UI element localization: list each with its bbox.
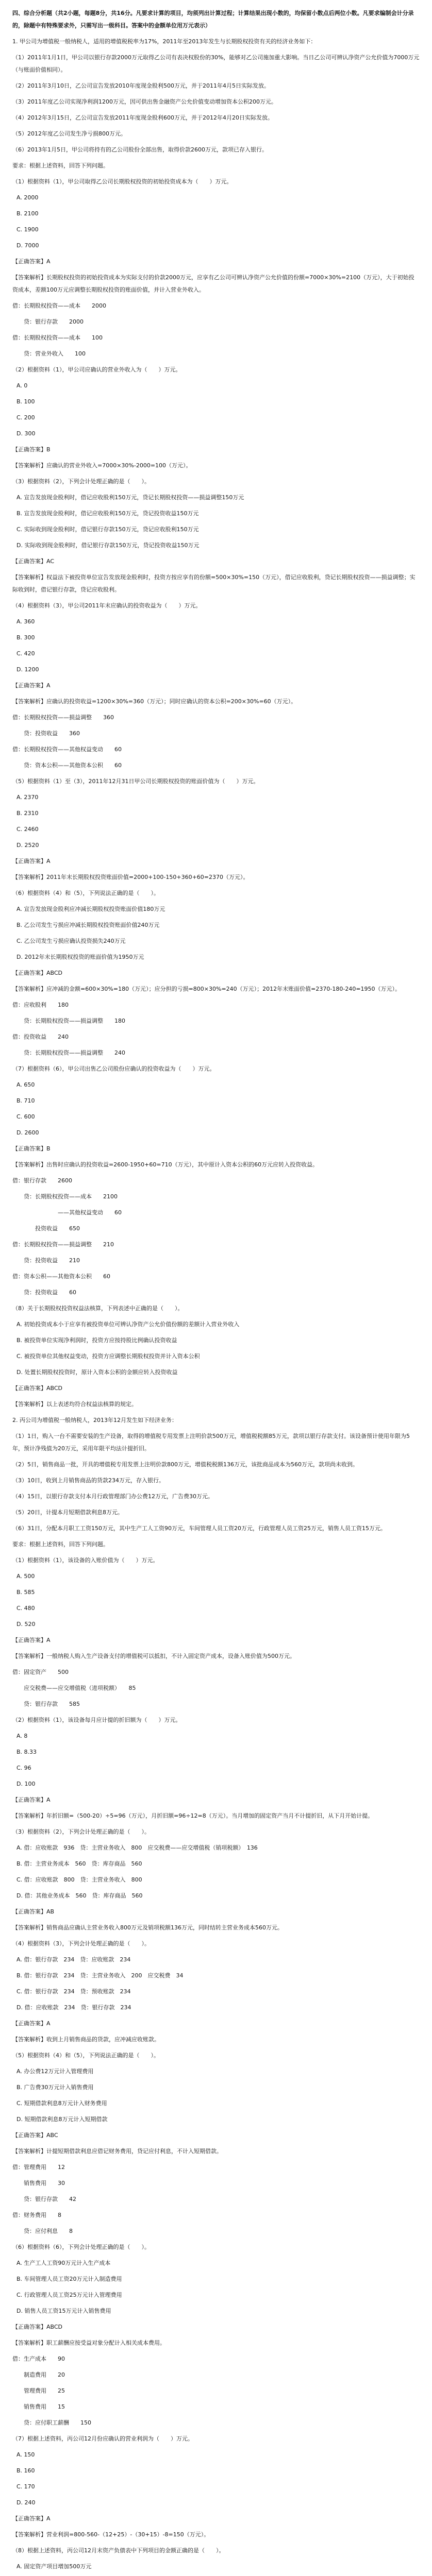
- answer-option: D. 2520: [16, 842, 39, 849]
- paragraph: （1）根据资料（1），甲公司取得乙公司长期股权投资的初始投资成本为（ ）万元。: [12, 178, 232, 185]
- answer-option: D. 7000: [16, 242, 39, 249]
- paragraph: 贷：银行存款 585: [12, 1701, 80, 1707]
- paragraph: （1）1日，购入一台不需要安装的生产设备，取得的增值税专用发票上注明价款500万元，增值税税额85万元，款项以银行存款支付。该设备预计使用年限为5年，预计净残值为20万元，采用年限平均法计提折旧。: [12, 1433, 410, 1452]
- paragraph: 贷：长期股权投资——成本 2100: [12, 1193, 118, 1200]
- paragraph: 借：生产成本 90: [12, 2355, 65, 2362]
- paragraph: （6）根据资料（6），下列会计处理正确的是（ ）。: [12, 2244, 150, 2250]
- answer-option: A. 宣告发放现金股利应冲减长期股权投资账面价值180万元: [16, 906, 165, 912]
- paragraph: 贷：资本公积——其他资本公积 60: [12, 762, 122, 769]
- answer-option: C. 行政管理人员工资25万元计入管理费用: [16, 2292, 122, 2298]
- paragraph: 贷：银行存款 42: [12, 2196, 76, 2202]
- paragraph: （2）2011年3月10日，乙公司宣告发放2010年度现金股利500万元，并于2011年4月5日实际发放。: [12, 82, 270, 89]
- paragraph: 【答案解析】应冲减的金额=600×30%=180（万元）；应分担的亏损=800×30%=240（万元）；2012年末账面价值=2370-180-240=1950（万元）。: [12, 986, 401, 992]
- answer-option: C. 170: [16, 2483, 35, 2490]
- answer-key: 【正确答案】A: [12, 1637, 51, 1643]
- answer-option: C. 乙公司发生亏损应确认投资损失240万元: [16, 938, 126, 944]
- paragraph: （1）2011年1月1日，甲公司以银行存款2000万元取得乙公司有表决权股份的30%，能够对乙公司施加重大影响。当日乙公司可辨认净资产公允价值为7000万元（与账面价值相同）。: [12, 54, 420, 73]
- paragraph: 贷：投资收益 60: [12, 1289, 76, 1296]
- paragraph: （4）根据资料（3），甲公司2011年末应确认的投资收益为（ ）万元。: [12, 602, 202, 609]
- paragraph: 应交税费——应交增值税（进项税额） 85: [12, 1685, 136, 1691]
- answer-option: D. 借：应收账款 234 贷：银行存款 234: [16, 2004, 131, 2011]
- paragraph: （6）2013年1月5日，甲公司将持有的乙公司股份全部出售，取得价款2600万元，款项已存入银行。: [12, 146, 268, 153]
- paragraph: （3）10日，收到上月销售商品的货款234万元，存入银行。: [12, 1477, 164, 1484]
- paragraph: （4）15日，以银行存款支付本月行政管理部门办公费12万元，广告费30万元。: [12, 1493, 213, 1500]
- paragraph: 借：投资收益 240: [12, 1033, 69, 1040]
- answer-key: 【正确答案】A: [12, 2515, 51, 2522]
- paragraph: ——其他权益变动 60: [12, 1209, 122, 1216]
- answer-option: C. 被投资单位其他权益变动，投资方应调整长期股权投资并计入资本公积: [16, 1353, 200, 1360]
- answer-option: B. 100: [16, 398, 35, 405]
- answer-option: C. 1900: [16, 226, 39, 233]
- paragraph: 贷：应付职工薪酬 150: [12, 2419, 91, 2426]
- paragraph: 借：资本公积——其他资本公积 60: [12, 1273, 110, 1280]
- answer-option: D. 实际收到现金股利时，借记银行存款150万元，贷记投资收益150万元: [16, 542, 200, 549]
- answer-option: C. 96: [16, 1765, 31, 1771]
- answer-option: D. 1200: [16, 666, 39, 673]
- paragraph: 【答案解析】职工薪酬应按受益对象分配计入相关成本费用。: [12, 2340, 165, 2346]
- paragraph: 借：财务费用 8: [12, 2212, 61, 2218]
- paragraph: （3）根据资料（2），下列会计处理正确的是（ ）。: [12, 1828, 150, 1835]
- answer-option: A. 初始投资成本小于应享有被投资单位可辨认净资产公允价值份额的差额计入营业外收入: [16, 1321, 240, 1328]
- answer-key: 【正确答案】ABCD: [12, 970, 63, 976]
- answer-option: A. 2000: [16, 194, 39, 201]
- paragraph: 要求：根据上述资料，回答下列问题。: [12, 1541, 109, 1548]
- paragraph: 【答案解析】长期股权投资的初始投资成本为实际支付的价款2000万元，应享有乙公司可辨认净资产公允价值的份额=7000×30%=2100（万元），大于初始投资成本，差额100万元应调整长期股权投资的账面价值，并计入营业外收入。: [12, 274, 414, 293]
- paragraph: 借：应收股利 180: [12, 1002, 69, 1008]
- paragraph: （5）根据资料（1）至（3），2011年12月31日甲公司长期股权投资的账面价值为（ ）万元。: [12, 778, 259, 785]
- paragraph: 销售费用 15: [12, 2403, 65, 2410]
- answer-option: B. 被投资单位实现净利润时，投资方应按持股比例确认投资收益: [16, 1337, 177, 1344]
- answer-option: C. 借：应收账款 800 贷：主营业务收入 800: [16, 1876, 142, 1883]
- answer-option: C. 420: [16, 650, 35, 657]
- answer-option: A. 8: [16, 1733, 28, 1739]
- paragraph: 贷：投资收益 210: [12, 1257, 80, 1264]
- paragraph: 【答案解析】应确认的营业外收入=7000×30%-2000=100（万元）。: [12, 462, 192, 469]
- answer-option: B. 710: [16, 1097, 35, 1104]
- paragraph: 【答案解析】出售时应确认的投资收益=2600-1950+60=710（万元），其中原计入资本公积的60万元应转入投资收益。: [12, 1161, 319, 1168]
- paragraph: 贷：营业外收入 100: [12, 350, 86, 357]
- answer-option: A. 2370: [16, 794, 39, 801]
- paragraph: 【答案解析】年折旧额=（500-20）÷5=96（万元），月折旧额=96÷12=8（万元）。当月增加的固定资产当月不计提折旧，从下月开始计提。: [12, 1812, 374, 1819]
- answer-option: C. 借：银行存款 234 贷：预收账款 234: [16, 1988, 131, 1995]
- answer-option: D. 处置长期股权投资时，原计入资本公积的金额应转入投资收益: [16, 1369, 178, 1376]
- answer-key: 【正确答案】B: [12, 1145, 51, 1152]
- answer-option: A. 500: [16, 1573, 35, 1580]
- paragraph: 投资收益 650: [12, 1225, 80, 1232]
- paragraph: （3）2011年度乙公司实现净利润1200万元，因可供出售金融资产公允价值变动增加资本公积200万元。: [12, 98, 277, 105]
- answer-option: B. 借：主营业务成本 560 贷：库存商品 560: [16, 1860, 142, 1867]
- paragraph: 制造费用 20: [12, 2371, 65, 2378]
- paragraph: （8）根据上述资料，丙公司12月末资产负债表中下列项目的金额正确的是（ ）。: [12, 2547, 225, 2554]
- answer-option: B. 160: [16, 2467, 35, 2474]
- answer-option: B. 300: [16, 634, 35, 641]
- answer-key: 【正确答案】ABC: [12, 2132, 58, 2139]
- paragraph: 【答案解析】权益法下被投资单位宣告发放现金股利时，投资方按应享有的份额=500×30%=150（万元），借记应收股利，贷记长期股权投资——损益调整；实际收到时，借记银行存款，贷记应收股利。: [12, 574, 416, 593]
- paragraph: 管理费用 25: [12, 2387, 65, 2394]
- paragraph: 【答案解析】计提短期借款利息应借记财务费用，贷记应付利息，不计入短期借款。: [12, 2148, 222, 2155]
- paragraph: 【答案解析】销售商品应确认主营业务收入800万元及销项税额136万元，同时结转主营业务成本560万元。: [12, 1924, 283, 1931]
- paragraph: 借：长期股权投资——成本 100: [12, 334, 103, 341]
- answer-option: A. 150: [16, 2451, 35, 2458]
- answer-key: 【正确答案】ABCD: [12, 1385, 63, 1392]
- paragraph: （6）根据资料（4）和（5），下列说法正确的是（ ）。: [12, 890, 159, 896]
- answer-option: C. 短期借款利息8万元计入财务费用: [16, 2100, 107, 2107]
- paragraph: 贷：银行存款 2000: [12, 318, 84, 325]
- paragraph: 贷：长期股权投资——损益调整 240: [12, 1049, 125, 1056]
- paragraph: 【答案解析】以上表述均符合权益法核算的规定。: [12, 1401, 137, 1408]
- paragraph: 【答案解析】收到上月销售商品的货款，应冲减应收账款。: [12, 2036, 160, 2043]
- answer-option: B. 广告费30万元计入销售费用: [16, 2084, 94, 2091]
- answer-option: D. 240: [16, 2499, 36, 2506]
- paragraph: 1. 甲公司为增值税一般纳税人，适用的增值税税率为17%，2011年至2013年发生与长期股权投资有关的经济业务如下：: [12, 38, 317, 45]
- paragraph: （5）2012年度乙公司发生净亏损800万元。: [12, 130, 126, 137]
- answer-key: 【正确答案】B: [12, 446, 51, 453]
- paragraph: 借：银行存款 2600: [12, 1177, 72, 1184]
- answer-option: D. 2012年末长期股权投资的账面价值为1950万元: [16, 954, 144, 960]
- section-heading: 四、综合分析题（共2小题，每题8分，共16分。凡要求计算的项目，均须列出计算过程；计算结果出现小数的，均保留小数点后两位小数。凡要求编制会计分录的，除题中有特殊要求外，只需写出一级科目。答案中的金额单位用万元表示）: [12, 10, 414, 29]
- answer-option: D. 短期借款利息8万元计入短期借款: [16, 2116, 108, 2123]
- paragraph: （2）根据资料（1），该设备每月应计提的折旧额为（ ）万元。: [12, 1717, 181, 1723]
- answer-option: C. 600: [16, 1113, 35, 1120]
- answer-option: B. 2310: [16, 810, 39, 817]
- paragraph: （8）关于长期股权投资权益法核算，下列表述中正确的是（ ）。: [12, 1305, 184, 1312]
- answer-option: A. 360: [16, 618, 35, 625]
- paragraph: 贷：投资收益 360: [12, 730, 80, 737]
- paragraph: （5）根据资料（4）和（5），下列说法正确的是（ ）。: [12, 2052, 159, 2059]
- answer-option: D. 300: [16, 430, 36, 437]
- paragraph: （6）31日，分配本月职工工资150万元，其中生产工人工资90万元，车间管理人员工资20万元，行政管理人员工资25万元，销售人员工资15万元。: [12, 1525, 386, 1532]
- paragraph: 【答案解析】营业利润=800-560-（12+25）-（30+15）-8=150（万元）。: [12, 2531, 210, 2538]
- answer-key: 【正确答案】A: [12, 1797, 51, 1803]
- paragraph: 借：管理费用 12: [12, 2164, 65, 2171]
- answer-option: B. 借：银行存款 234 贷：主营业务收入 200 应交税费 34: [16, 1972, 184, 1979]
- answer-option: B. 2100: [16, 210, 39, 217]
- answer-option: A. 0: [16, 382, 28, 389]
- answer-option: D. 100: [16, 1781, 36, 1787]
- answer-option: C. 200: [16, 414, 35, 421]
- paragraph: （7）根据资料（6），甲公司出售乙公司股份应确认的投资收益为（ ）万元。: [12, 1065, 215, 1072]
- answer-key: 【正确答案】A: [12, 258, 51, 265]
- answer-option: D. 520: [16, 1621, 36, 1628]
- answer-option: A. 固定资产项目增加500万元: [16, 2563, 92, 2570]
- paragraph: 借：固定资产 500: [12, 1669, 69, 1675]
- paragraph: 贷：应付利息 8: [12, 2228, 73, 2234]
- paragraph: （4）根据资料（3），下列会计处理正确的是（ ）。: [12, 1940, 150, 1947]
- answer-key: 【正确答案】ABCD: [12, 2324, 63, 2330]
- answer-option: A. 生产工人工资90万元计入生产成本: [16, 2260, 111, 2266]
- answer-option: A. 650: [16, 1081, 35, 1088]
- paragraph: （4）2012年3月15日，乙公司宣告发放2011年度现金股利600万元，并于2012年4月20日实际发放。: [12, 114, 273, 121]
- answer-option: D. 销售人员工资15万元计入销售费用: [16, 2308, 111, 2314]
- paragraph: 借：长期股权投资——成本 2000: [12, 302, 106, 309]
- paragraph: 要求：根据上述资料，回答下列问题。: [12, 162, 109, 169]
- paragraph: 2. 丙公司为增值税一般纳税人，2013年12月发生如下经济业务：: [12, 1417, 177, 1423]
- answer-option: D. 2600: [16, 1129, 39, 1136]
- paragraph: 【答案解析】2011年末长期股权投资账面价值=2000+100-150+360+60=2370（万元）。: [12, 874, 249, 880]
- paragraph: 借：长期股权投资——损益调整 210: [12, 1241, 114, 1248]
- paragraph: （2）根据资料（1），甲公司应确认的营业外收入为（ ）万元。: [12, 366, 181, 373]
- paragraph: 借：长期股权投资——其他权益变动 60: [12, 746, 122, 753]
- answer-option: B. 乙公司发生亏损应冲减长期股权投资账面价值240万元: [16, 922, 160, 928]
- paragraph: （1）根据资料（1），该设备的入账价值为（ ）万元。: [12, 1557, 159, 1564]
- answer-option: A. 办公费12万元计入管理费用: [16, 2068, 94, 2075]
- answer-option: C. 实际收到现金股利时，借记银行存款150万元，贷记应收股利150万元: [16, 526, 199, 533]
- answer-option: B. 8.33: [16, 1749, 37, 1755]
- answer-option: B. 宣告发放现金股利时，借记应收股利150万元，贷记投资收益150万元: [16, 510, 199, 517]
- paragraph: 借：长期股权投资——损益调整 360: [12, 714, 114, 721]
- answer-key: 【正确答案】A: [12, 858, 51, 865]
- paragraph: （3）根据资料（2），下列会计处理正确的是（ ）。: [12, 478, 150, 485]
- answer-option: A. 借：银行存款 234 贷：应收账款 234: [16, 1956, 131, 1963]
- paragraph: 贷：长期股权投资——损益调整 180: [12, 1018, 125, 1024]
- answer-key: 【正确答案】AB: [12, 1908, 55, 1915]
- answer-option: D. 借：其他业务成本 560 贷：库存商品 560: [16, 1892, 143, 1899]
- answer-option: C. 2460: [16, 826, 39, 833]
- answer-key: 【正确答案】A: [12, 682, 51, 689]
- paragraph: 【答案解析】一般纳税人购入生产设备支付的增值税可以抵扣，不计入固定资产成本，设备入账价值为500万元。: [12, 1653, 295, 1659]
- paragraph: （7）根据上述资料，丙公司12月份应确认的营业利润为（ ）万元。: [12, 2435, 193, 2442]
- paragraph: （2）5日，销售商品一批，开具的增值税专用发票上注明价款800万元，增值税税额136万元，该批商品成本为560万元，款项尚未收到。: [12, 1461, 358, 1468]
- answer-option: B. 585: [16, 1589, 35, 1596]
- answer-option: A. 宣告发放现金股利时，借记应收股利150万元，贷记长期股权投资——损益调整150万元: [16, 494, 244, 501]
- paragraph: 【答案解析】应确认的投资收益=1200×30%=360（万元）；同时应确认的资本公积=200×30%=60（万元）。: [12, 698, 297, 705]
- answer-key: 【正确答案】A: [12, 2020, 51, 2027]
- paragraph: （5）20日，计提本月短期借款利息8万元。: [12, 1509, 123, 1516]
- paragraph: 销售费用 30: [12, 2180, 65, 2187]
- answer-option: B. 车间管理人员工资20万元计入制造费用: [16, 2276, 122, 2282]
- answer-key: 【正确答案】AC: [12, 558, 55, 565]
- answer-option: C. 480: [16, 1605, 35, 1612]
- answer-option: A. 借：应收账款 936 贷：主营业务收入 800 应交税费——应交增值税（销项税额） 136: [16, 1844, 258, 1851]
